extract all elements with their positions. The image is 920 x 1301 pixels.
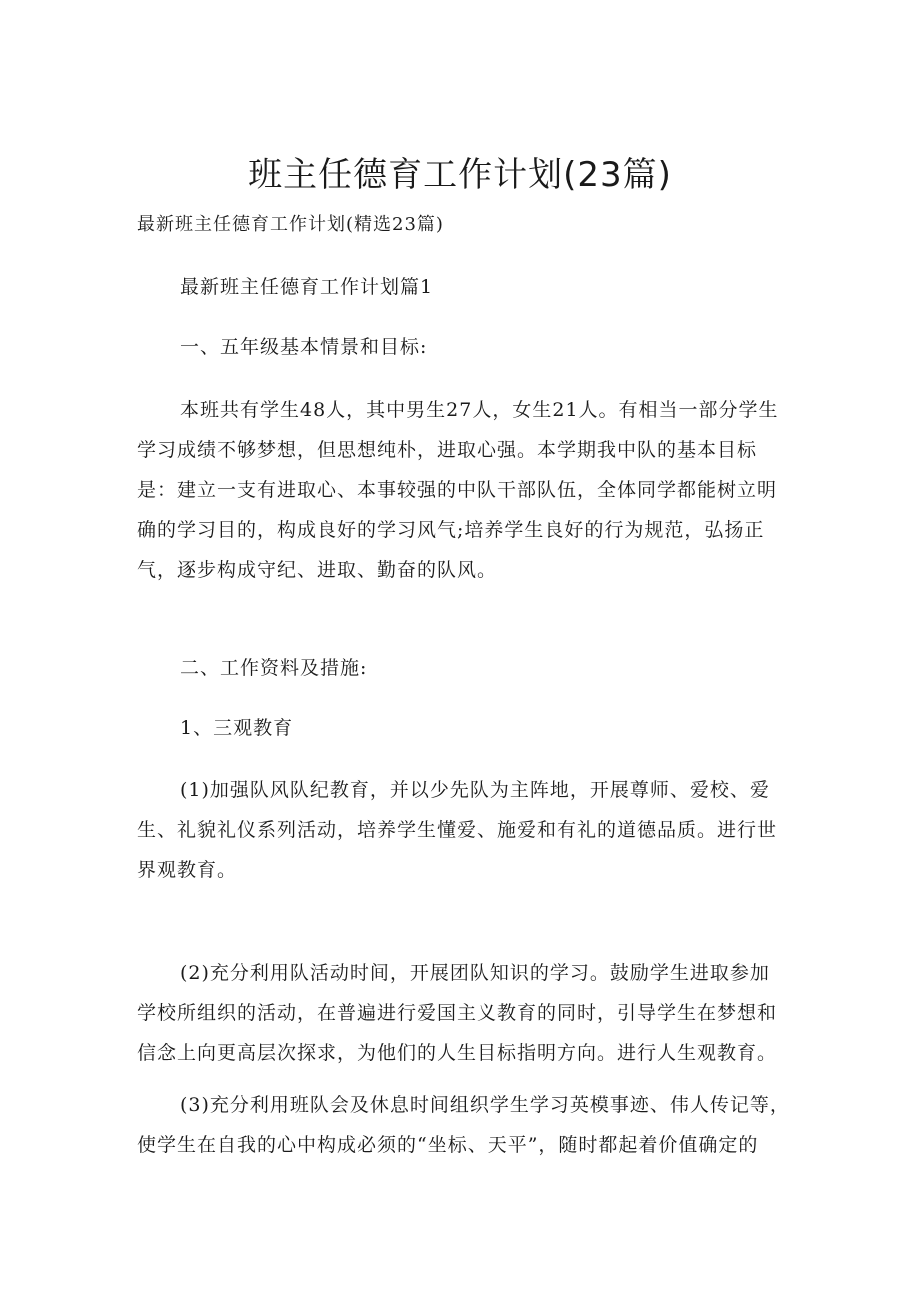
heading-two-text: 二、工作资料及措施: <box>180 657 368 679</box>
paragraph-four-line: (3)充分利用班队会及休息时间组织学生学习英模事迹、伟人传记等， <box>180 1094 790 1116</box>
heading-two <box>137 648 830 688</box>
paragraph-one-line: 气，逐步构成守纪、进取、勤奋的队风。 <box>137 559 498 581</box>
paragraph-three-line: 信念上向更高层次探求，为他们的人生目标指明方向。进行人生观教育。 <box>137 1042 778 1064</box>
paragraph-three <box>137 953 787 1073</box>
heading-one-text: 一、五年级基本情景和目标: <box>180 336 428 358</box>
paragraph-three-line: (2)充分利用队活动时间，开展团队知识的学习。鼓励学生进取参加 <box>180 962 770 984</box>
paragraph-two-line: (1)加强队风队纪教育，并以少先队为主阵地，开展尊师、爱校、爱 <box>180 779 770 801</box>
paragraph-three-line: 学校所组织的活动，在普遍进行爱国主义教育的同时，引导学生在梦想和 <box>137 1002 778 1024</box>
paragraph-two <box>137 770 787 890</box>
item-one <box>137 708 830 748</box>
paragraph-four <box>137 1085 790 1165</box>
paragraph-one-line: 学习成绩不够梦想，但思想纯朴，进取心强。本学期我中队的基本目标 <box>137 439 758 461</box>
paragraph-two-line: 生、礼貌礼仪系列活动，培养学生懂爱、施爱和有礼的道德品质。进行世 <box>137 819 778 841</box>
paragraph-one-line: 确的学习目的，构成良好的学习风气;培养学生良好的行为规范，弘扬正 <box>137 519 765 541</box>
paragraph-one-line: 本班共有学生48人，其中男生27人，女生21人。有相当一部分学生 <box>180 399 779 421</box>
section-title <box>137 267 830 307</box>
paragraph-one <box>137 390 787 590</box>
paragraph-two-line: 界观教育。 <box>137 859 238 881</box>
section-title-text: 最新班主任德育工作计划篇1 <box>180 276 434 298</box>
paragraph-four-line: 使学生在自我的心中构成必须的“坐标、天平”，随时都起着价值确定的 <box>137 1134 759 1156</box>
paragraph-one-line: 是：建立一支有进取心、本事较强的中队干部队伍，全体同学都能树立明 <box>137 479 778 501</box>
document-title: 班主任德育工作计划(23篇) <box>248 155 672 195</box>
document-subtitle: 最新班主任德育工作计划(精选23篇) <box>137 214 444 235</box>
heading-one <box>137 327 830 367</box>
item-one-text: 1、三观教育 <box>180 717 294 739</box>
